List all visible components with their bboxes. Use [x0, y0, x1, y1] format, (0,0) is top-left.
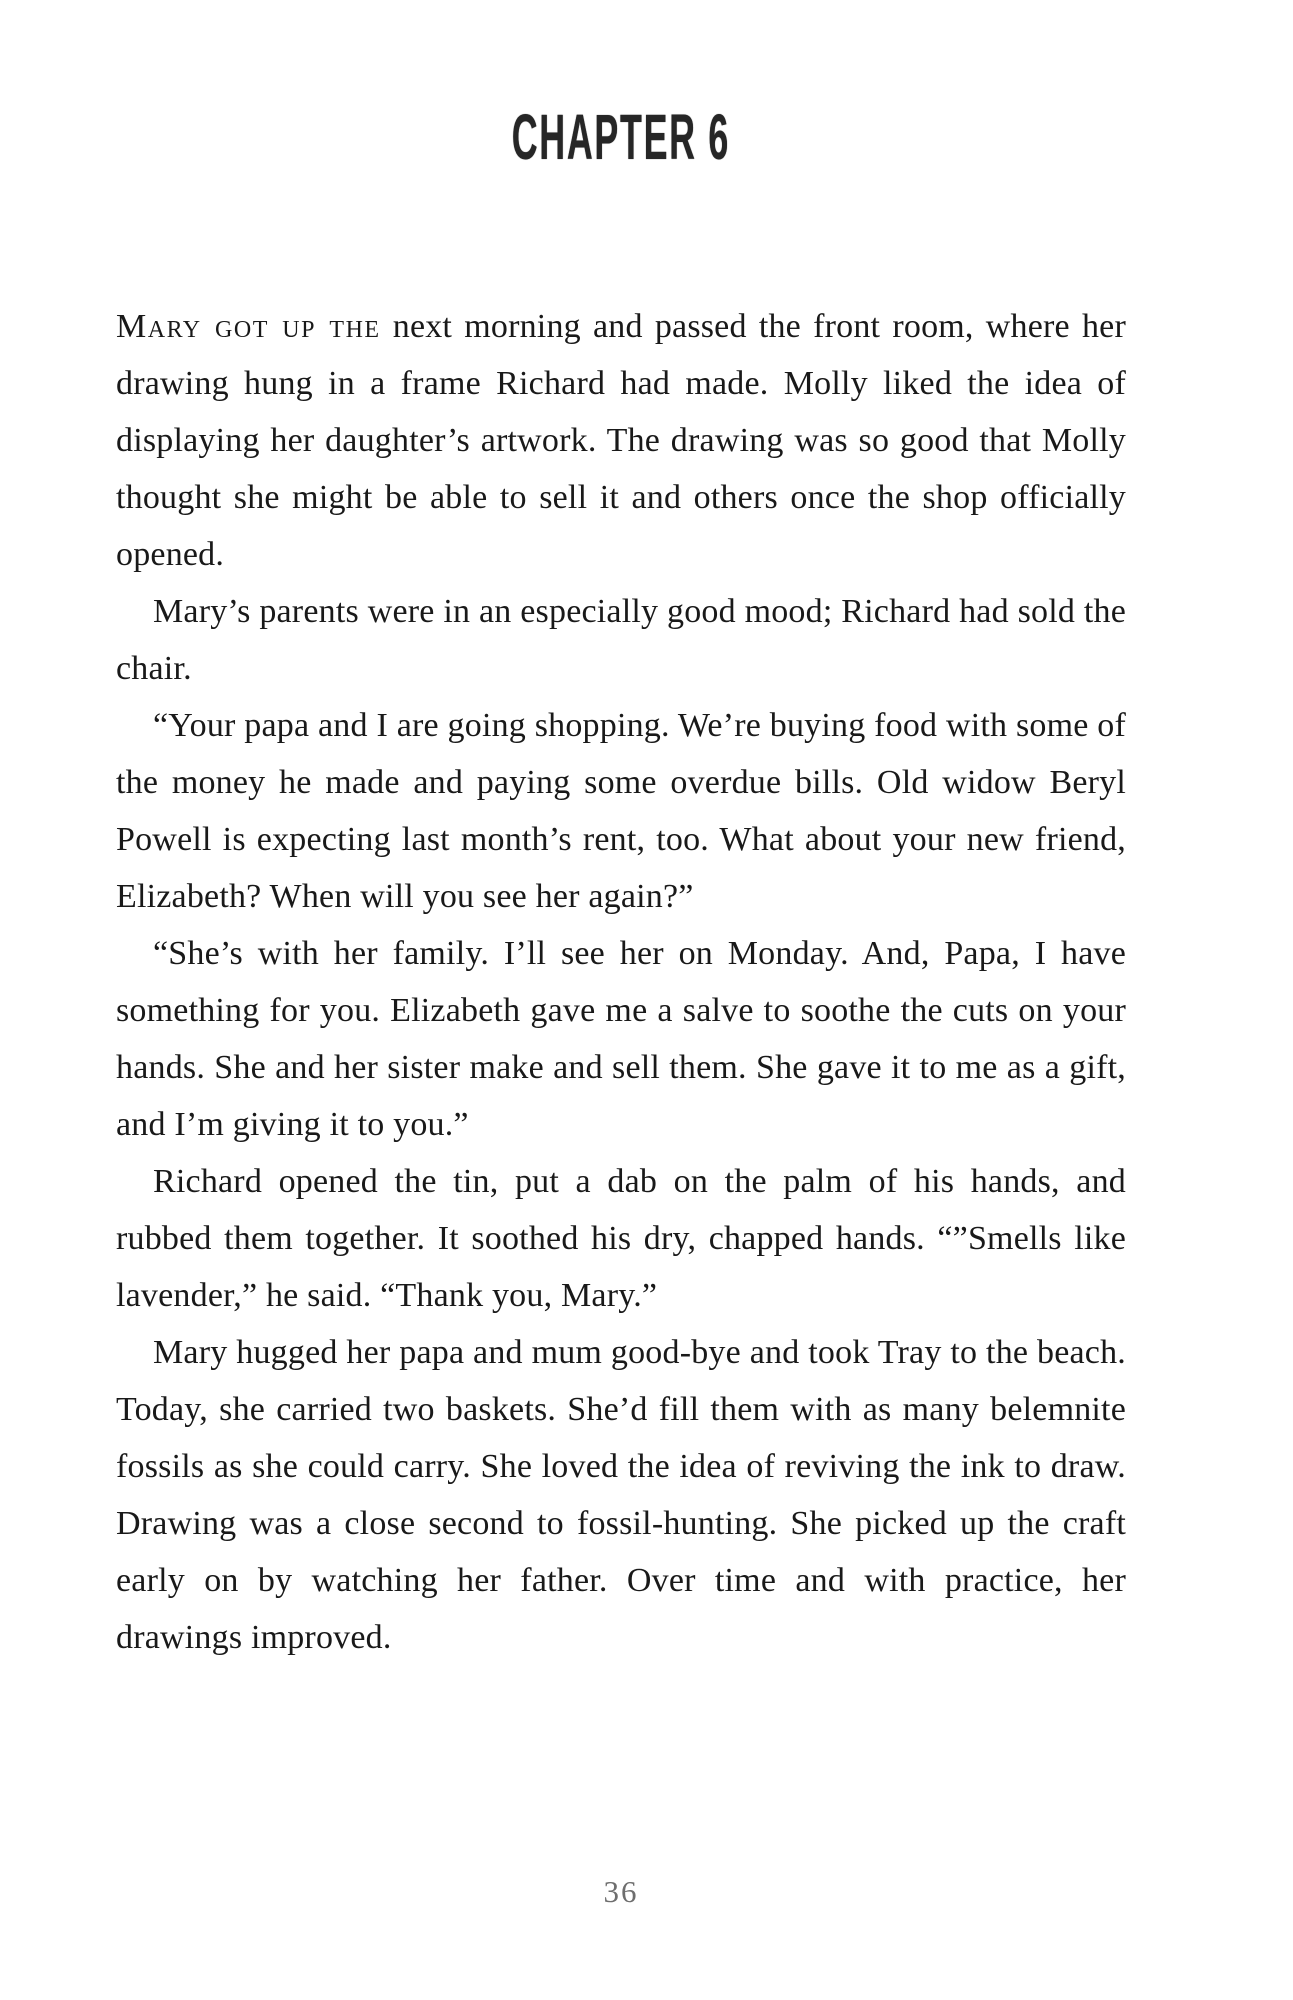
paragraph: Mary’s parents were in an especially good mood; Richard had sold the chair.: [116, 593, 1126, 687]
paragraph-text: next morning and passed the front room, where her drawing hung in a frame Richard had made. Molly liked the idea of displaying her daughter’s artwork. The drawing was so good that Molly thought she might be able to sell it and others once the shop officially opened.: [116, 308, 1126, 573]
chapter-title: CHAPTER 6: [511, 101, 731, 173]
page-number: 36: [603, 1874, 639, 1909]
chapter-body: [116, 298, 1126, 1666]
paragraph: “She’s with her family. I’ll see her on Monday. And, Papa, I have something for you. Elizabeth gave me a salve to soothe the cuts on your hands. She and her sister make and sell them. She gave it to me as a gift, and I’m giving it to you.”: [116, 935, 1126, 1143]
paragraph: [116, 298, 1126, 583]
paragraph: “Your papa and I are going shopping. We’re buying food with some of the money he made and paying some overdue bills. Old widow Beryl Powell is expecting last month’s rent, too. What about your new friend, Elizabeth? When will you see her again?”: [116, 707, 1126, 915]
paragraph: Richard opened the tin, put a dab on the palm of his hands, and rubbed them together. It soothed his dry, chapped hands. “”Smells like lavender,” he said. “Thank you, Mary.”: [116, 1163, 1126, 1314]
chapter-heading-container: [116, 100, 1126, 174]
paragraph-opener-smallcaps: Mary got up the: [116, 308, 381, 345]
paragraph: Mary hugged her papa and mum good-bye and took Tray to the beach. Today, she carried two baskets. She’d fill them with as many belemnite fossils as she could carry. She loved the idea of reviving the ink to draw. Drawing was a close second to fossil-hunting. She picked up the craft early on by watching her father. Over time and with practice, her drawings improved.: [116, 1334, 1126, 1656]
